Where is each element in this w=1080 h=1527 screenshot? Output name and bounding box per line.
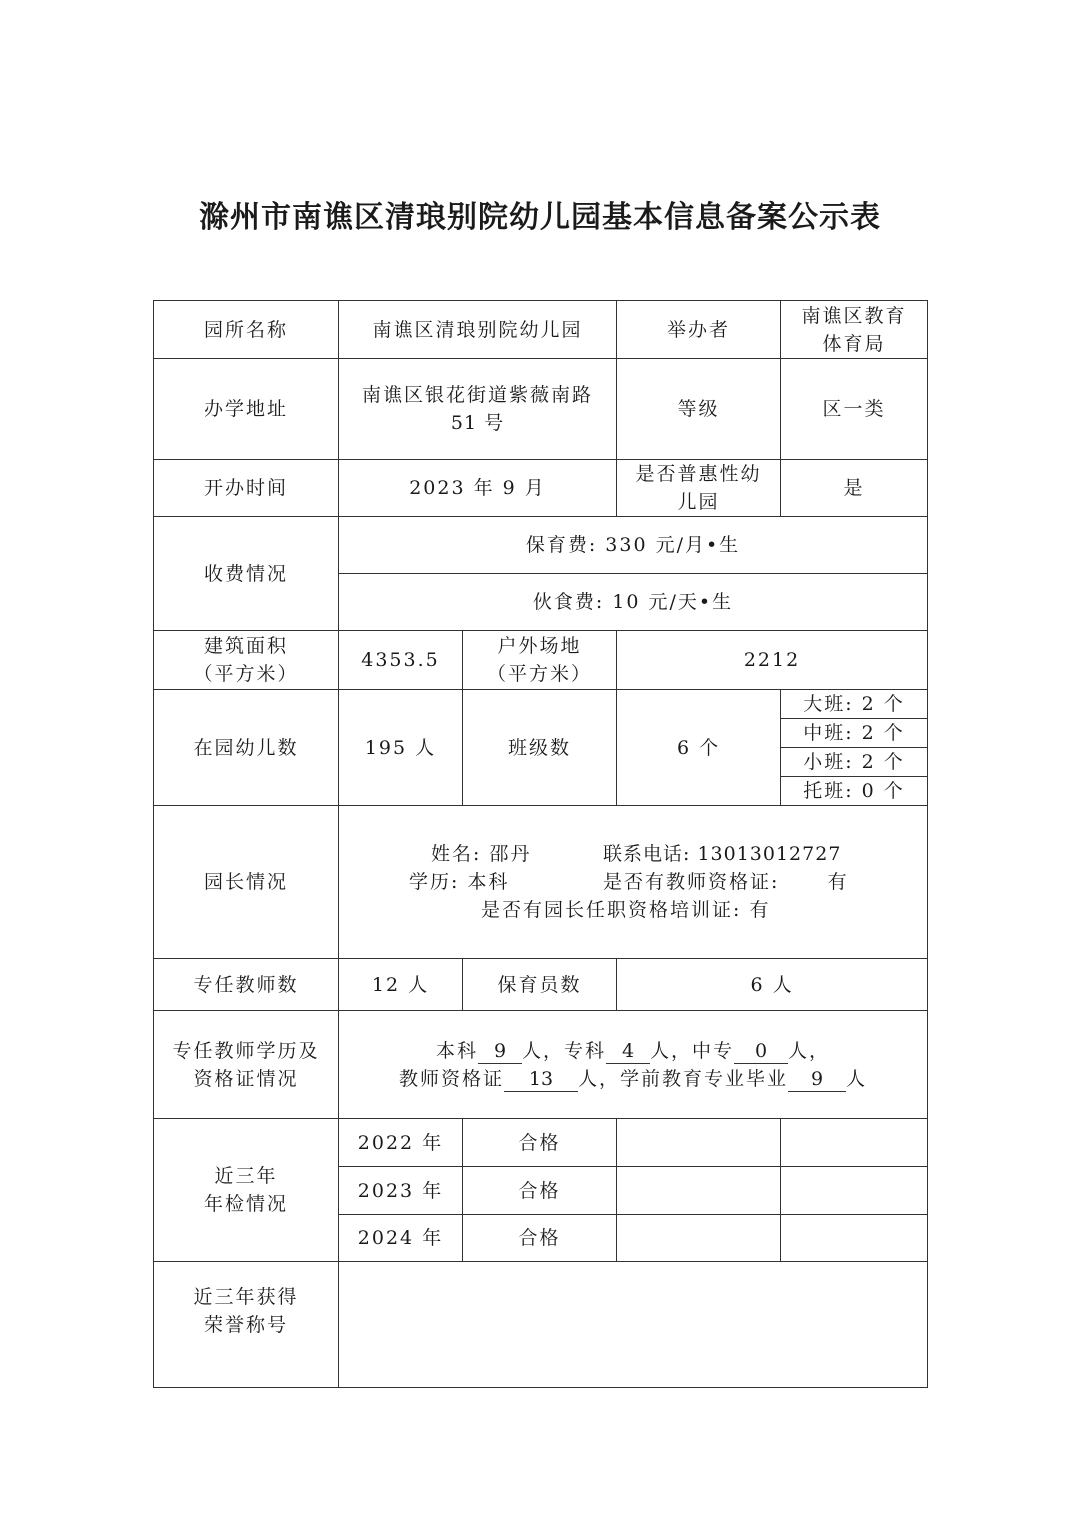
principal-phone: 联系电话: 13013012727 bbox=[603, 843, 842, 865]
address-label: 办学地址 bbox=[154, 359, 339, 460]
principal-info bbox=[339, 806, 928, 959]
qualification-line2 bbox=[343, 1065, 923, 1093]
inspection-label-line2: 年检情况 bbox=[203, 1193, 288, 1215]
principal-education: 学历: 本科 bbox=[409, 871, 510, 893]
principal-line3 bbox=[409, 896, 923, 924]
empty-cell bbox=[781, 1215, 928, 1262]
inspection-year: 2023 年 bbox=[339, 1167, 463, 1215]
inspection-result: 合格 bbox=[463, 1119, 617, 1167]
qualification-line1 bbox=[343, 1037, 923, 1065]
qual-text-cert: 教师资格证 bbox=[398, 1067, 504, 1090]
organizer-label: 举办者 bbox=[617, 301, 781, 359]
inclusive-label-line2: 儿园 bbox=[677, 491, 720, 513]
organizer-value bbox=[781, 301, 928, 359]
qual-text-bachelor: 本科 bbox=[435, 1039, 478, 1062]
inspection-result: 合格 bbox=[463, 1215, 617, 1262]
children-count-value: 195 人 bbox=[339, 690, 463, 806]
class-count-value: 6 个 bbox=[617, 690, 781, 806]
building-area-label-line1: 建筑面积 bbox=[203, 635, 288, 657]
founding-date-value: 2023 年 9 月 bbox=[339, 460, 617, 517]
empty-cell bbox=[617, 1215, 781, 1262]
honors-label-line1: 近三年获得 bbox=[193, 1285, 299, 1308]
qual-text-unit: 人 bbox=[846, 1067, 868, 1090]
inclusive-value: 是 bbox=[781, 460, 928, 517]
class-middle: 中班: 2 个 bbox=[781, 719, 928, 748]
principal-teacher-cert: 是否有教师资格证: 有 bbox=[603, 871, 849, 893]
principal-label: 园长情况 bbox=[154, 806, 339, 959]
inspection-label-line1: 近三年 bbox=[214, 1165, 278, 1187]
kindergarten-name-label: 园所名称 bbox=[154, 301, 339, 359]
qualification-label-line2: 资格证情况 bbox=[193, 1067, 299, 1090]
qualification-info bbox=[339, 1011, 928, 1119]
teacher-count-value: 12 人 bbox=[339, 959, 463, 1011]
class-count-label: 班级数 bbox=[463, 690, 617, 806]
teacher-count-label: 专任教师数 bbox=[154, 959, 339, 1011]
principal-name: 姓名: 邵丹 bbox=[431, 843, 532, 865]
page-title: 滁州市南谯区清琅别院幼儿园基本信息备案公示表 bbox=[199, 200, 881, 235]
address-line2: 51 号 bbox=[450, 412, 505, 434]
qual-text-end: 人， bbox=[788, 1039, 831, 1062]
qual-text-preschool: 人，学前教育专业毕业 bbox=[578, 1067, 789, 1090]
outdoor-area-value: 2212 bbox=[617, 631, 928, 690]
organizer-value-line2: 体育局 bbox=[822, 332, 886, 355]
kindergarten-name-value: 南谯区清琅别院幼儿园 bbox=[339, 301, 617, 359]
building-area-value: 4353.5 bbox=[339, 631, 463, 690]
outdoor-area-label bbox=[463, 631, 617, 690]
building-area-label-line2: （平方米） bbox=[193, 663, 299, 685]
fees-label: 收费情况 bbox=[154, 517, 339, 631]
inspection-year: 2024 年 bbox=[339, 1215, 463, 1262]
inclusive-label bbox=[617, 460, 781, 517]
principal-line2 bbox=[409, 868, 923, 896]
qualification-label bbox=[154, 1011, 339, 1119]
grade-value: 区一类 bbox=[781, 359, 928, 460]
principal-line1 bbox=[409, 840, 923, 868]
organizer-value-line1: 南谯区教育 bbox=[801, 304, 907, 327]
building-area-label bbox=[154, 631, 339, 690]
bachelor-count: 9 bbox=[478, 1039, 522, 1064]
secondary-count: 0 bbox=[734, 1039, 788, 1064]
inspection-year: 2022 年 bbox=[339, 1119, 463, 1167]
class-senior: 大班: 2 个 bbox=[781, 690, 928, 719]
children-count-label: 在园幼儿数 bbox=[154, 690, 339, 806]
class-junior: 小班: 2 个 bbox=[781, 748, 928, 777]
class-nursery: 托班: 0 个 bbox=[781, 777, 928, 806]
empty-cell bbox=[617, 1167, 781, 1215]
nurse-count-value: 6 人 bbox=[617, 959, 928, 1011]
founding-date-label: 开办时间 bbox=[154, 460, 339, 517]
outdoor-area-label-line1: 户外场地 bbox=[497, 635, 582, 657]
qual-text-secondary: 人，中专 bbox=[650, 1039, 735, 1062]
inspection-result: 合格 bbox=[463, 1167, 617, 1215]
principal-training: 是否有园长任职资格培训证: 有 bbox=[481, 899, 771, 921]
qualification-label-line1: 专任教师学历及 bbox=[172, 1039, 320, 1062]
outdoor-area-label-line2: （平方米） bbox=[487, 663, 593, 685]
meal-fee: 伙食费: 10 元/天•生 bbox=[339, 574, 928, 631]
nurse-count-label: 保育员数 bbox=[463, 959, 617, 1011]
care-fee: 保育费: 330 元/月•生 bbox=[339, 517, 928, 574]
cert-count: 13 bbox=[504, 1067, 578, 1092]
inspection-label bbox=[154, 1119, 339, 1262]
preschool-count: 9 bbox=[788, 1067, 846, 1092]
honors-label-line2: 荣誉称号 bbox=[203, 1313, 288, 1336]
empty-cell bbox=[781, 1119, 928, 1167]
inclusive-label-line1: 是否普惠性幼 bbox=[635, 463, 762, 485]
college-count: 4 bbox=[606, 1039, 650, 1064]
grade-label: 等级 bbox=[617, 359, 781, 460]
empty-cell bbox=[617, 1119, 781, 1167]
address-line1: 南谯区银花街道紫薇南路 bbox=[362, 384, 594, 406]
address-value bbox=[339, 359, 617, 460]
empty-cell bbox=[781, 1167, 928, 1215]
info-table bbox=[153, 300, 928, 1388]
honors-value bbox=[339, 1262, 928, 1388]
qual-text-college: 人，专科 bbox=[521, 1039, 606, 1062]
honors-label bbox=[154, 1262, 339, 1388]
